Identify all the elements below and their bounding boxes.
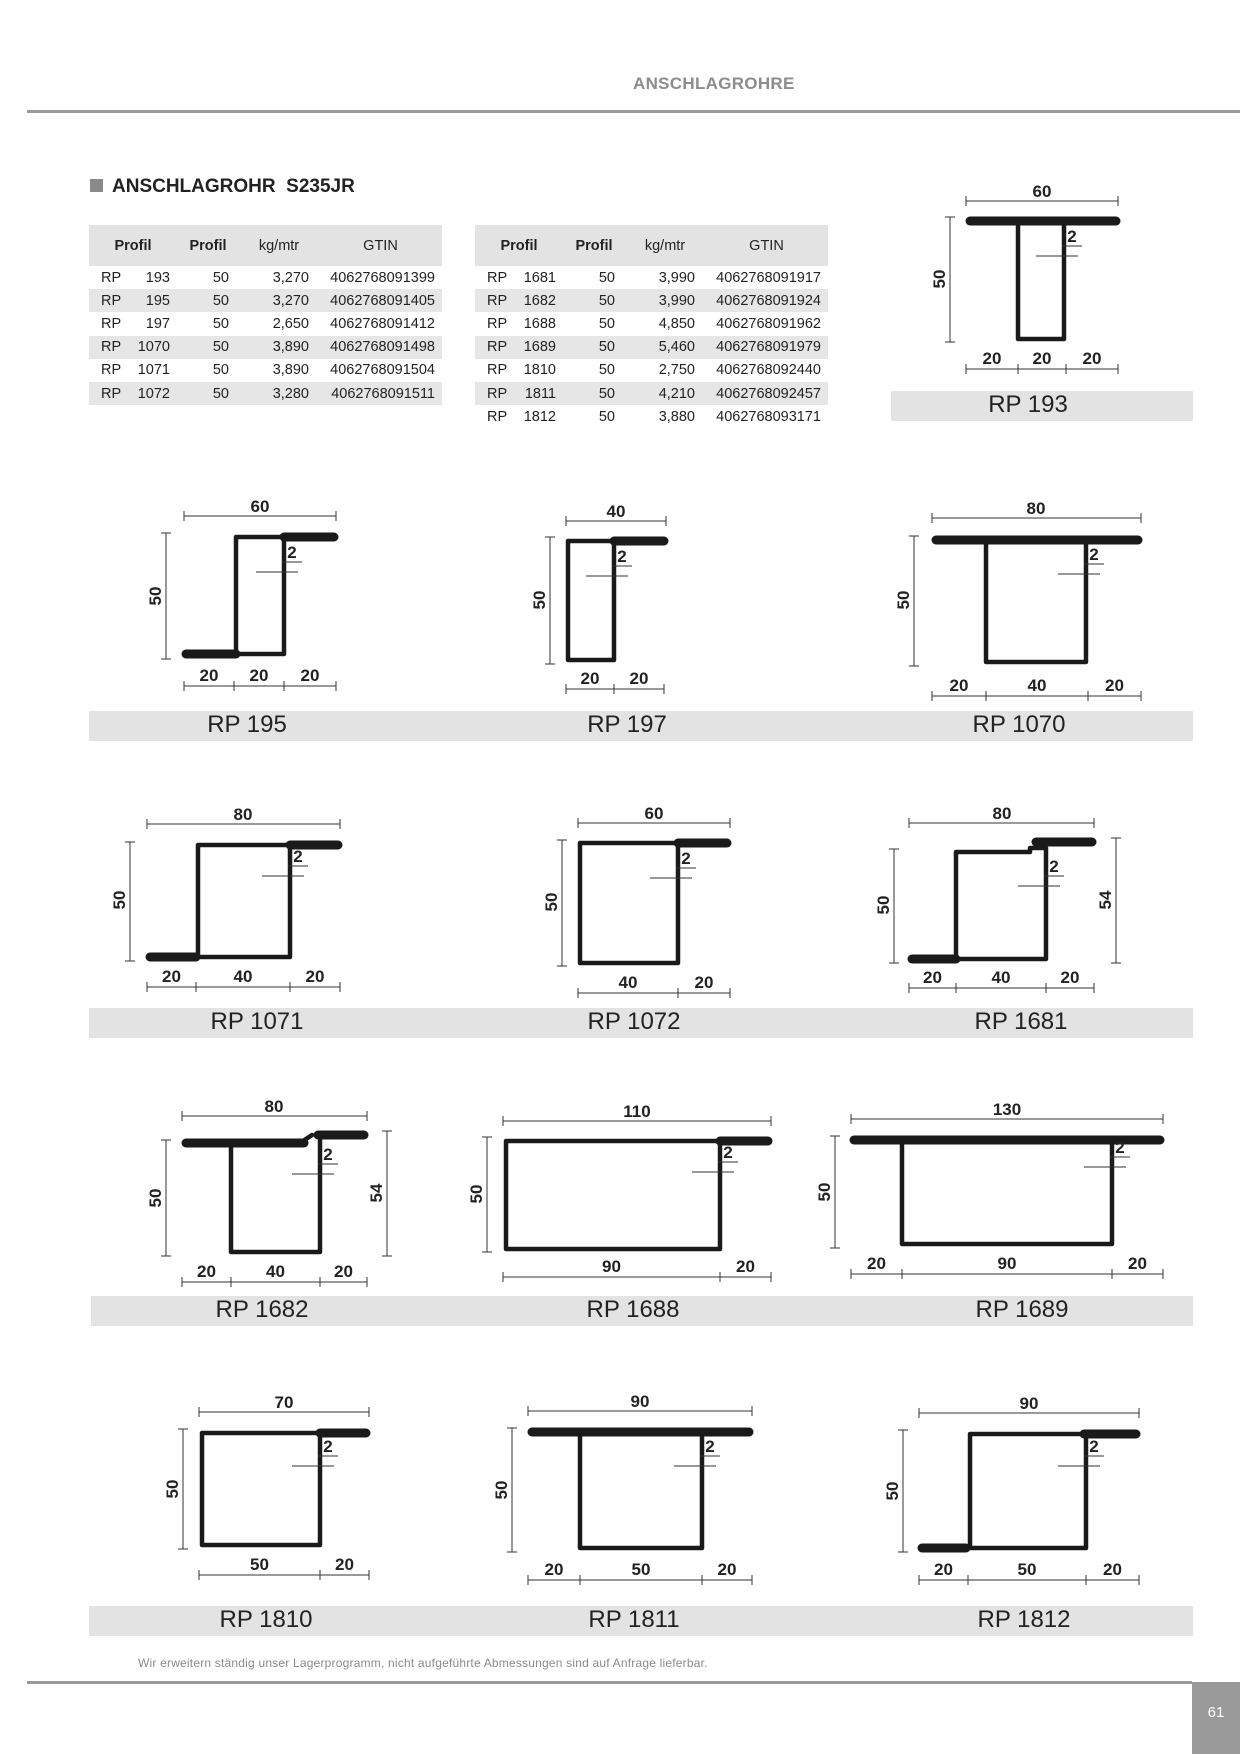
profile-drawing-rp1689 <box>815 1100 1163 1279</box>
cell-gtin: 4062768091399 <box>330 269 435 286</box>
dimension-label: 2 <box>323 1145 333 1164</box>
dimension-label: 50 <box>146 586 165 606</box>
cell-gtin: 4062768093171 <box>716 408 821 425</box>
cell-profile-no: 1810 <box>523 362 556 379</box>
dimension-label: 50 <box>250 1555 269 1574</box>
profile-drawing-rp1072 <box>542 804 730 998</box>
col-header-profil-2: Profil <box>177 225 239 266</box>
cell-profil: 50 <box>212 362 229 379</box>
cell-profil: 50 <box>563 289 625 312</box>
col-header-profil-2: Profil <box>563 225 625 266</box>
dimension-label: 60 <box>250 497 270 516</box>
profile-label-rp193: RP 193 <box>988 391 1068 418</box>
profile-drawing-rp195 <box>146 497 336 691</box>
cell-prefix: RP <box>475 336 515 359</box>
dimension-label: 20 <box>334 1262 353 1281</box>
profile-outline <box>964 1434 1086 1548</box>
dimension-label: 2 <box>1115 1138 1125 1157</box>
profile-drawing-rp1811 <box>492 1392 752 1585</box>
dimension-label: 20 <box>629 669 649 688</box>
page-number: 61 <box>1192 1682 1240 1754</box>
cell-kg-mtr: 2,750 <box>658 362 695 379</box>
profile-label-rp1682: RP 1682 <box>215 1296 309 1323</box>
cell-profil: 50 <box>177 336 239 359</box>
dimension-label: 80 <box>233 805 253 824</box>
dimension-label: 50 <box>542 892 561 912</box>
footer-rule <box>27 1681 1192 1684</box>
section-title: ANSCHLAGROHR S235JR <box>112 176 355 197</box>
profile-outline <box>580 1432 702 1548</box>
dimension-label: 50 <box>1017 1560 1037 1579</box>
cell-profil: 50 <box>177 382 239 405</box>
dimension-label: 20 <box>1082 349 1102 368</box>
dimension-label: 2 <box>287 543 297 562</box>
dimension-label: 40 <box>266 1262 285 1281</box>
cell-profile-no: 1071 <box>137 362 170 379</box>
cell-prefix: RP <box>487 269 508 286</box>
dimension-label: 20 <box>1105 676 1124 695</box>
profile-outline <box>580 843 678 963</box>
col-header-profil: Profil <box>475 225 563 266</box>
profile-drawing-rp1682 <box>146 1097 392 1287</box>
cell-gtin: 4062768091924 <box>705 289 828 312</box>
cell-prefix: RP <box>101 362 122 379</box>
cell-gtin: 4062768092457 <box>705 382 828 405</box>
dimension-label: 20 <box>867 1254 886 1273</box>
col-header-gtin: GTIN <box>319 225 442 266</box>
cell-profile-no: 195 <box>129 289 177 312</box>
cell-kg-mtr: 3,990 <box>658 269 695 286</box>
dimension-label: 40 <box>1027 676 1047 695</box>
cell-kg-mtr: 3,280 <box>239 382 319 405</box>
cell-profil: 50 <box>563 382 625 405</box>
cell-gtin: 4062768091917 <box>716 269 821 286</box>
dimension-label: 20 <box>934 1560 953 1579</box>
cell-kg-mtr: 3,990 <box>625 289 705 312</box>
cell-profil: 50 <box>598 315 615 332</box>
dimension-label: 20 <box>923 968 942 987</box>
dimension-label: 80 <box>264 1097 284 1116</box>
dimension-label: 60 <box>644 804 664 823</box>
cell-prefix: RP <box>101 315 122 332</box>
cell-gtin: 4062768091962 <box>716 315 821 332</box>
dimension-label: 80 <box>1026 499 1046 518</box>
profile-label-rp1071: RP 1071 <box>210 1008 304 1035</box>
profile-outline <box>986 540 1086 662</box>
cell-profile-no: 1682 <box>515 289 563 312</box>
dimension-label: 20 <box>1128 1254 1147 1273</box>
cell-gtin: 4062768091498 <box>319 336 442 359</box>
dimension-label: 50 <box>163 1479 182 1499</box>
cell-profile-no: 1688 <box>523 315 556 332</box>
dimension-label: 50 <box>815 1182 834 1202</box>
profile-drawing-rp1810 <box>163 1393 369 1580</box>
dimension-label: 90 <box>602 1257 621 1276</box>
cell-gtin: 4062768091412 <box>330 315 435 332</box>
profile-outline <box>1018 221 1064 339</box>
cell-prefix: RP <box>475 289 515 312</box>
cell-kg-mtr: 3,890 <box>239 336 319 359</box>
profile-label-rp1689: RP 1689 <box>975 1296 1069 1323</box>
profile-outline <box>194 845 290 957</box>
cell-gtin: 4062768092440 <box>716 362 821 379</box>
cell-prefix: RP <box>487 362 508 379</box>
cell-prefix: RP <box>487 315 508 332</box>
dimension-label: 20 <box>249 666 269 685</box>
dimension-label: 20 <box>305 967 325 986</box>
cell-gtin: 4062768091979 <box>705 336 828 359</box>
dimension-label: 20 <box>982 349 1002 368</box>
dimension-label: 60 <box>1032 182 1052 201</box>
dimension-label: 50 <box>110 890 129 910</box>
dimension-label: 50 <box>930 269 949 289</box>
profile-outline <box>568 541 614 660</box>
profile-label-rp1072: RP 1072 <box>587 1008 681 1035</box>
cell-prefix: RP <box>487 408 508 425</box>
dimension-label: 2 <box>705 1437 715 1456</box>
header-title: ANSCHLAGROHRE <box>633 74 795 93</box>
profile-drawing-rp193 <box>930 182 1118 374</box>
cell-kg-mtr: 5,460 <box>625 336 705 359</box>
dimension-label: 20 <box>162 967 181 986</box>
dimension-label: 2 <box>617 547 627 566</box>
dimension-label: 90 <box>1019 1394 1039 1413</box>
profile-label-rp1681: RP 1681 <box>974 1008 1068 1035</box>
dimension-label: 50 <box>146 1188 165 1208</box>
col-header-profil: Profil <box>89 225 177 266</box>
profile-outline <box>231 1139 320 1252</box>
profile-label-rp195: RP 195 <box>207 711 287 738</box>
dimension-label: 50 <box>492 1480 511 1500</box>
profile-drawing-rp1688 <box>467 1102 771 1282</box>
dimension-label: 130 <box>992 1100 1022 1119</box>
profile-label-rp1688: RP 1688 <box>586 1296 680 1323</box>
profile-drawing-rp197 <box>530 502 666 694</box>
cell-prefix: RP <box>89 382 129 405</box>
cell-profile-no: 1811 <box>515 382 563 405</box>
dimension-label: 50 <box>467 1184 486 1204</box>
cell-profile-no: 1070 <box>129 336 177 359</box>
cell-gtin: 4062768091405 <box>319 289 442 312</box>
dimension-label: 54 <box>1096 890 1115 910</box>
dimension-label: 20 <box>1032 349 1052 368</box>
cell-profil: 50 <box>598 408 615 425</box>
cell-profil: 50 <box>598 269 615 286</box>
profile-outline <box>954 848 1046 959</box>
dimension-label: 20 <box>949 676 969 695</box>
dimension-label: 50 <box>883 1481 902 1501</box>
profile-label-rp197: RP 197 <box>587 711 667 738</box>
profile-outline <box>506 1141 720 1249</box>
profile-label-rp1070: RP 1070 <box>972 711 1066 738</box>
profile-drawing-rp1070 <box>894 499 1141 701</box>
dimension-label: 40 <box>991 968 1011 987</box>
dimension-label: 20 <box>736 1257 755 1276</box>
profile-drawing-rp1681 <box>874 804 1121 993</box>
cell-profil: 50 <box>563 336 625 359</box>
dimension-label: 80 <box>992 804 1012 823</box>
cell-prefix: RP <box>89 336 129 359</box>
profile-label-rp1812: RP 1812 <box>977 1606 1071 1633</box>
cell-kg-mtr: 2,650 <box>272 315 309 332</box>
dimension-label: 40 <box>618 973 638 992</box>
footer-note: Wir erweitern ständig unser Lagerprogramm, nicht aufgeführte Abmessungen sind auf Anfrage lieferbar. <box>138 1656 708 1670</box>
cell-kg-mtr: 3,890 <box>272 362 309 379</box>
cell-profil: 50 <box>212 315 229 332</box>
cell-prefix: RP <box>89 289 129 312</box>
dimension-label: 90 <box>997 1254 1017 1273</box>
cell-profile-no: 1681 <box>523 269 556 286</box>
dimension-label: 2 <box>323 1437 333 1456</box>
dimension-label: 50 <box>530 590 549 610</box>
cell-profile-no: 1072 <box>129 382 177 405</box>
dimension-label: 20 <box>1060 968 1080 987</box>
cell-profil: 50 <box>212 269 229 286</box>
col-header-gtin: GTIN <box>705 225 828 266</box>
cell-gtin: 4062768091511 <box>319 382 442 405</box>
col-header-kg-mtr: kg/mtr <box>625 225 705 266</box>
dimension-label: 20 <box>335 1555 354 1574</box>
cell-profile-no: 193 <box>145 269 170 286</box>
cell-prefix: RP <box>475 382 515 405</box>
col-header-kg-mtr: kg/mtr <box>239 225 319 266</box>
dimension-label: 20 <box>717 1560 737 1579</box>
cell-gtin: 4062768091504 <box>330 362 435 379</box>
cell-kg-mtr: 3,880 <box>658 408 695 425</box>
dimension-label: 40 <box>233 967 253 986</box>
profile-outline <box>902 1140 1112 1244</box>
cell-profile-no: 197 <box>145 315 170 332</box>
dimension-label: 20 <box>1103 1560 1122 1579</box>
dimension-label: 50 <box>894 590 913 610</box>
profile-outline <box>202 1433 320 1545</box>
dimension-label: 40 <box>606 502 626 521</box>
dimension-label: 110 <box>623 1102 651 1121</box>
dimension-label: 2 <box>1089 1437 1099 1456</box>
dimension-label: 20 <box>544 1560 564 1579</box>
cell-profil: 50 <box>177 289 239 312</box>
dimension-label: 2 <box>293 847 303 866</box>
profile-label-rp1810: RP 1810 <box>219 1606 313 1633</box>
cell-profil: 50 <box>598 362 615 379</box>
dimension-label: 90 <box>630 1392 650 1411</box>
dimension-label: 50 <box>631 1560 651 1579</box>
cell-kg-mtr: 3,270 <box>239 289 319 312</box>
dimension-label: 2 <box>681 849 691 868</box>
dimension-label: 20 <box>199 666 219 685</box>
dimension-label: 54 <box>367 1183 386 1203</box>
dimension-label: 20 <box>197 1262 216 1281</box>
dimension-label: 2 <box>1089 545 1099 564</box>
profile-drawing-rp1071 <box>110 805 340 992</box>
cell-kg-mtr: 4,210 <box>625 382 705 405</box>
cell-profile-no: 1689 <box>515 336 563 359</box>
cell-prefix: RP <box>101 269 122 286</box>
profile-outline <box>234 537 284 654</box>
cell-profile-no: 1812 <box>523 408 556 425</box>
profile-label-rp1811: RP 1811 <box>588 1606 680 1633</box>
dimension-label: 70 <box>274 1393 294 1412</box>
dimension-label: 2 <box>1067 227 1077 246</box>
dimension-label: 50 <box>874 895 893 915</box>
cell-kg-mtr: 3,270 <box>272 269 309 286</box>
dimension-label: 20 <box>694 973 714 992</box>
dimension-label: 2 <box>723 1143 733 1162</box>
dimension-label: 20 <box>300 666 320 685</box>
profile-drawing-rp1812 <box>883 1394 1139 1585</box>
dimension-label: 20 <box>580 669 600 688</box>
cell-kg-mtr: 4,850 <box>658 315 695 332</box>
dimension-label: 2 <box>1049 857 1059 876</box>
